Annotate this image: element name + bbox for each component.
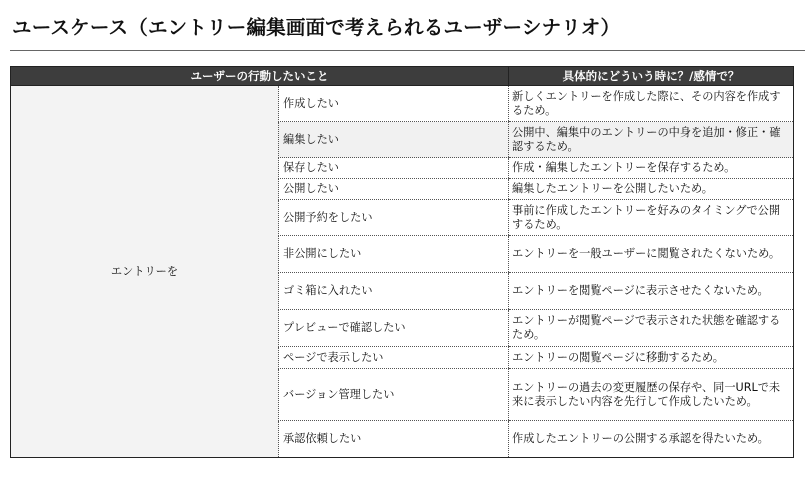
title-divider [10, 50, 805, 51]
reason-cell: エントリーが閲覧ページで表示された状態を確認するため。 [509, 310, 794, 347]
action-cell: 非公開にしたい [279, 236, 509, 273]
reason-cell: 新しくエントリーを作成した際に、その内容を作成するため。 [509, 86, 794, 122]
table-row [11, 86, 794, 122]
action-cell: プレビューで確認したい [279, 310, 509, 347]
action-cell: バージョン管理したい [279, 369, 509, 421]
reason-cell: エントリーを一般ユーザーに閲覧されたくないため。 [509, 236, 794, 273]
action-cell: 作成したい [279, 86, 509, 122]
table-header-row [11, 67, 794, 86]
action-cell: ページで表示したい [279, 347, 509, 369]
action-cell: 編集したい [279, 122, 509, 158]
reason-cell: 公開中、編集中のエントリーの中身を追加・修正・確認するため。 [509, 122, 794, 158]
header-user-actions: ユーザーの行動したいこと [11, 67, 509, 86]
reason-cell: 作成・編集したエントリーを保存するため。 [509, 158, 794, 179]
subject-cell: エントリーを [11, 86, 279, 458]
page-title: ユースケース（エントリー編集画面で考えられるユーザーシナリオ） [12, 16, 621, 39]
action-cell: 公開したい [279, 179, 509, 200]
usecase-table [10, 66, 794, 458]
reason-cell: エントリーの過去の変更履歴の保存や、同一URLで未来に表示したい内容を先行して作成したいため。 [509, 369, 794, 421]
reason-cell: 事前に作成したエントリーを好みのタイミングで公開するため。 [509, 200, 794, 236]
action-cell: ゴミ箱に入れたい [279, 273, 509, 310]
action-cell: 保存したい [279, 158, 509, 179]
reason-cell: 作成したエントリーの公開する承認を得たいため。 [509, 421, 794, 458]
reason-cell: エントリーを閲覧ページに表示させたくないため。 [509, 273, 794, 310]
reason-cell: 編集したエントリーを公開したいため。 [509, 179, 794, 200]
action-cell: 公開予約をしたい [279, 200, 509, 236]
header-reasons: 具体的にどういう時に？/感情で？ [509, 67, 794, 86]
reason-cell: エントリーの閲覧ページに移動するため。 [509, 347, 794, 369]
action-cell: 承認依頼したい [279, 421, 509, 458]
